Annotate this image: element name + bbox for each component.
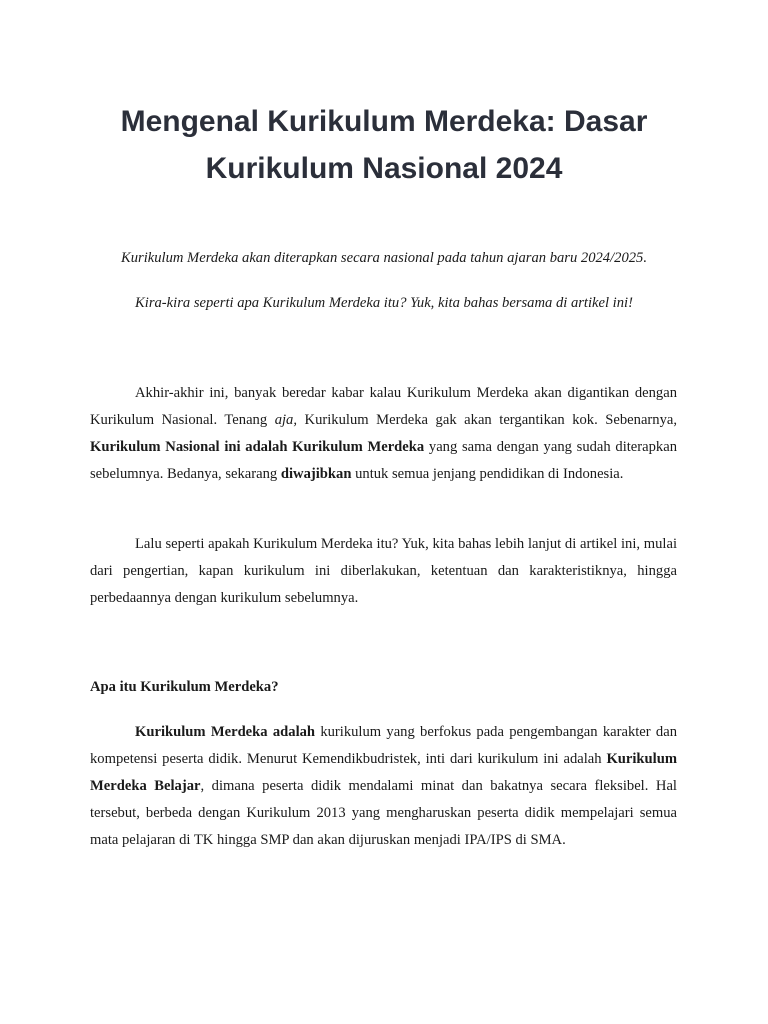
paragraph-1-text-2: Kurikulum Merdeka gak akan tergantikan kok. Sebenarnya, [297,412,677,428]
paragraph-3-text-1: kurikulum yang berfokus pada pengembangan karakter dan kompetensi peserta didik. Menurut Kemendikbudristek, inti dari kurikulum ini adalah [90,724,677,767]
page-title [90,98,678,192]
paragraph-3 [90,719,677,854]
title-line-1: Mengenal Kurikulum Merdeka: Dasar [120,105,648,138]
paragraph-1 [90,380,677,488]
section-heading: Apa itu Kurikulum Merdeka? [90,679,279,695]
paragraph-2: Lalu seperti apakah Kurikulum Merdeka itu? Yuk, kita bahas lebih lanjut di artikel ini, mulai dari pengertian, kapan kurikulum ini diberlakukan, ketentuan dan karakteristiknya, hingga perbedaannya dengan kurikulum sebelumnya. [90,536,677,606]
paragraph-1-bold-1: Kurikulum Nasional ini adalah Kurikulum Merdeka [90,439,425,455]
paragraph-1-text-4: untuk semua jenjang pendidikan di Indonesia. [351,466,624,482]
intro-line-2: Kira-kira seperti apa Kurikulum Merdeka itu? Yuk, kita bahas bersama di artikel ini! [135,295,633,311]
title-line-2: Kurikulum Nasional 2024 [205,152,563,185]
paragraph-1-bold-2: diwajibkan [280,466,352,482]
paragraph-3-text-2: , dimana peserta didik mendalami minat dan bakatnya secara fleksibel. Hal tersebut, berbeda dengan Kurikulum 2013 yang mengharuskan peserta didik mempelajari semua mata pelajaran di TK hingga SMP dan akan dijuruskan menjadi IPA/IPS di SMA. [90,778,677,848]
paragraph-1-text-1: Akhir-akhir ini, banyak beredar kabar kalau Kurikulum Merdeka akan digantikan dengan Kurikulum Nasional. Tenang [90,385,677,428]
paragraph-3-bold-2: Kurikulum Merdeka Belajar [90,751,677,794]
paragraph-1-text-3: yang sama dengan yang sudah diterapkan sebelumnya. Bedanya, sekarang [90,439,677,482]
paragraph-1-italic-aja: aja, [274,412,297,428]
intro-line-1: Kurikulum Merdeka akan diterapkan secara nasional pada tahun ajaran baru 2024/2025. [120,250,647,266]
paragraph-3-bold-1: Kurikulum Merdeka adalah [135,724,316,740]
